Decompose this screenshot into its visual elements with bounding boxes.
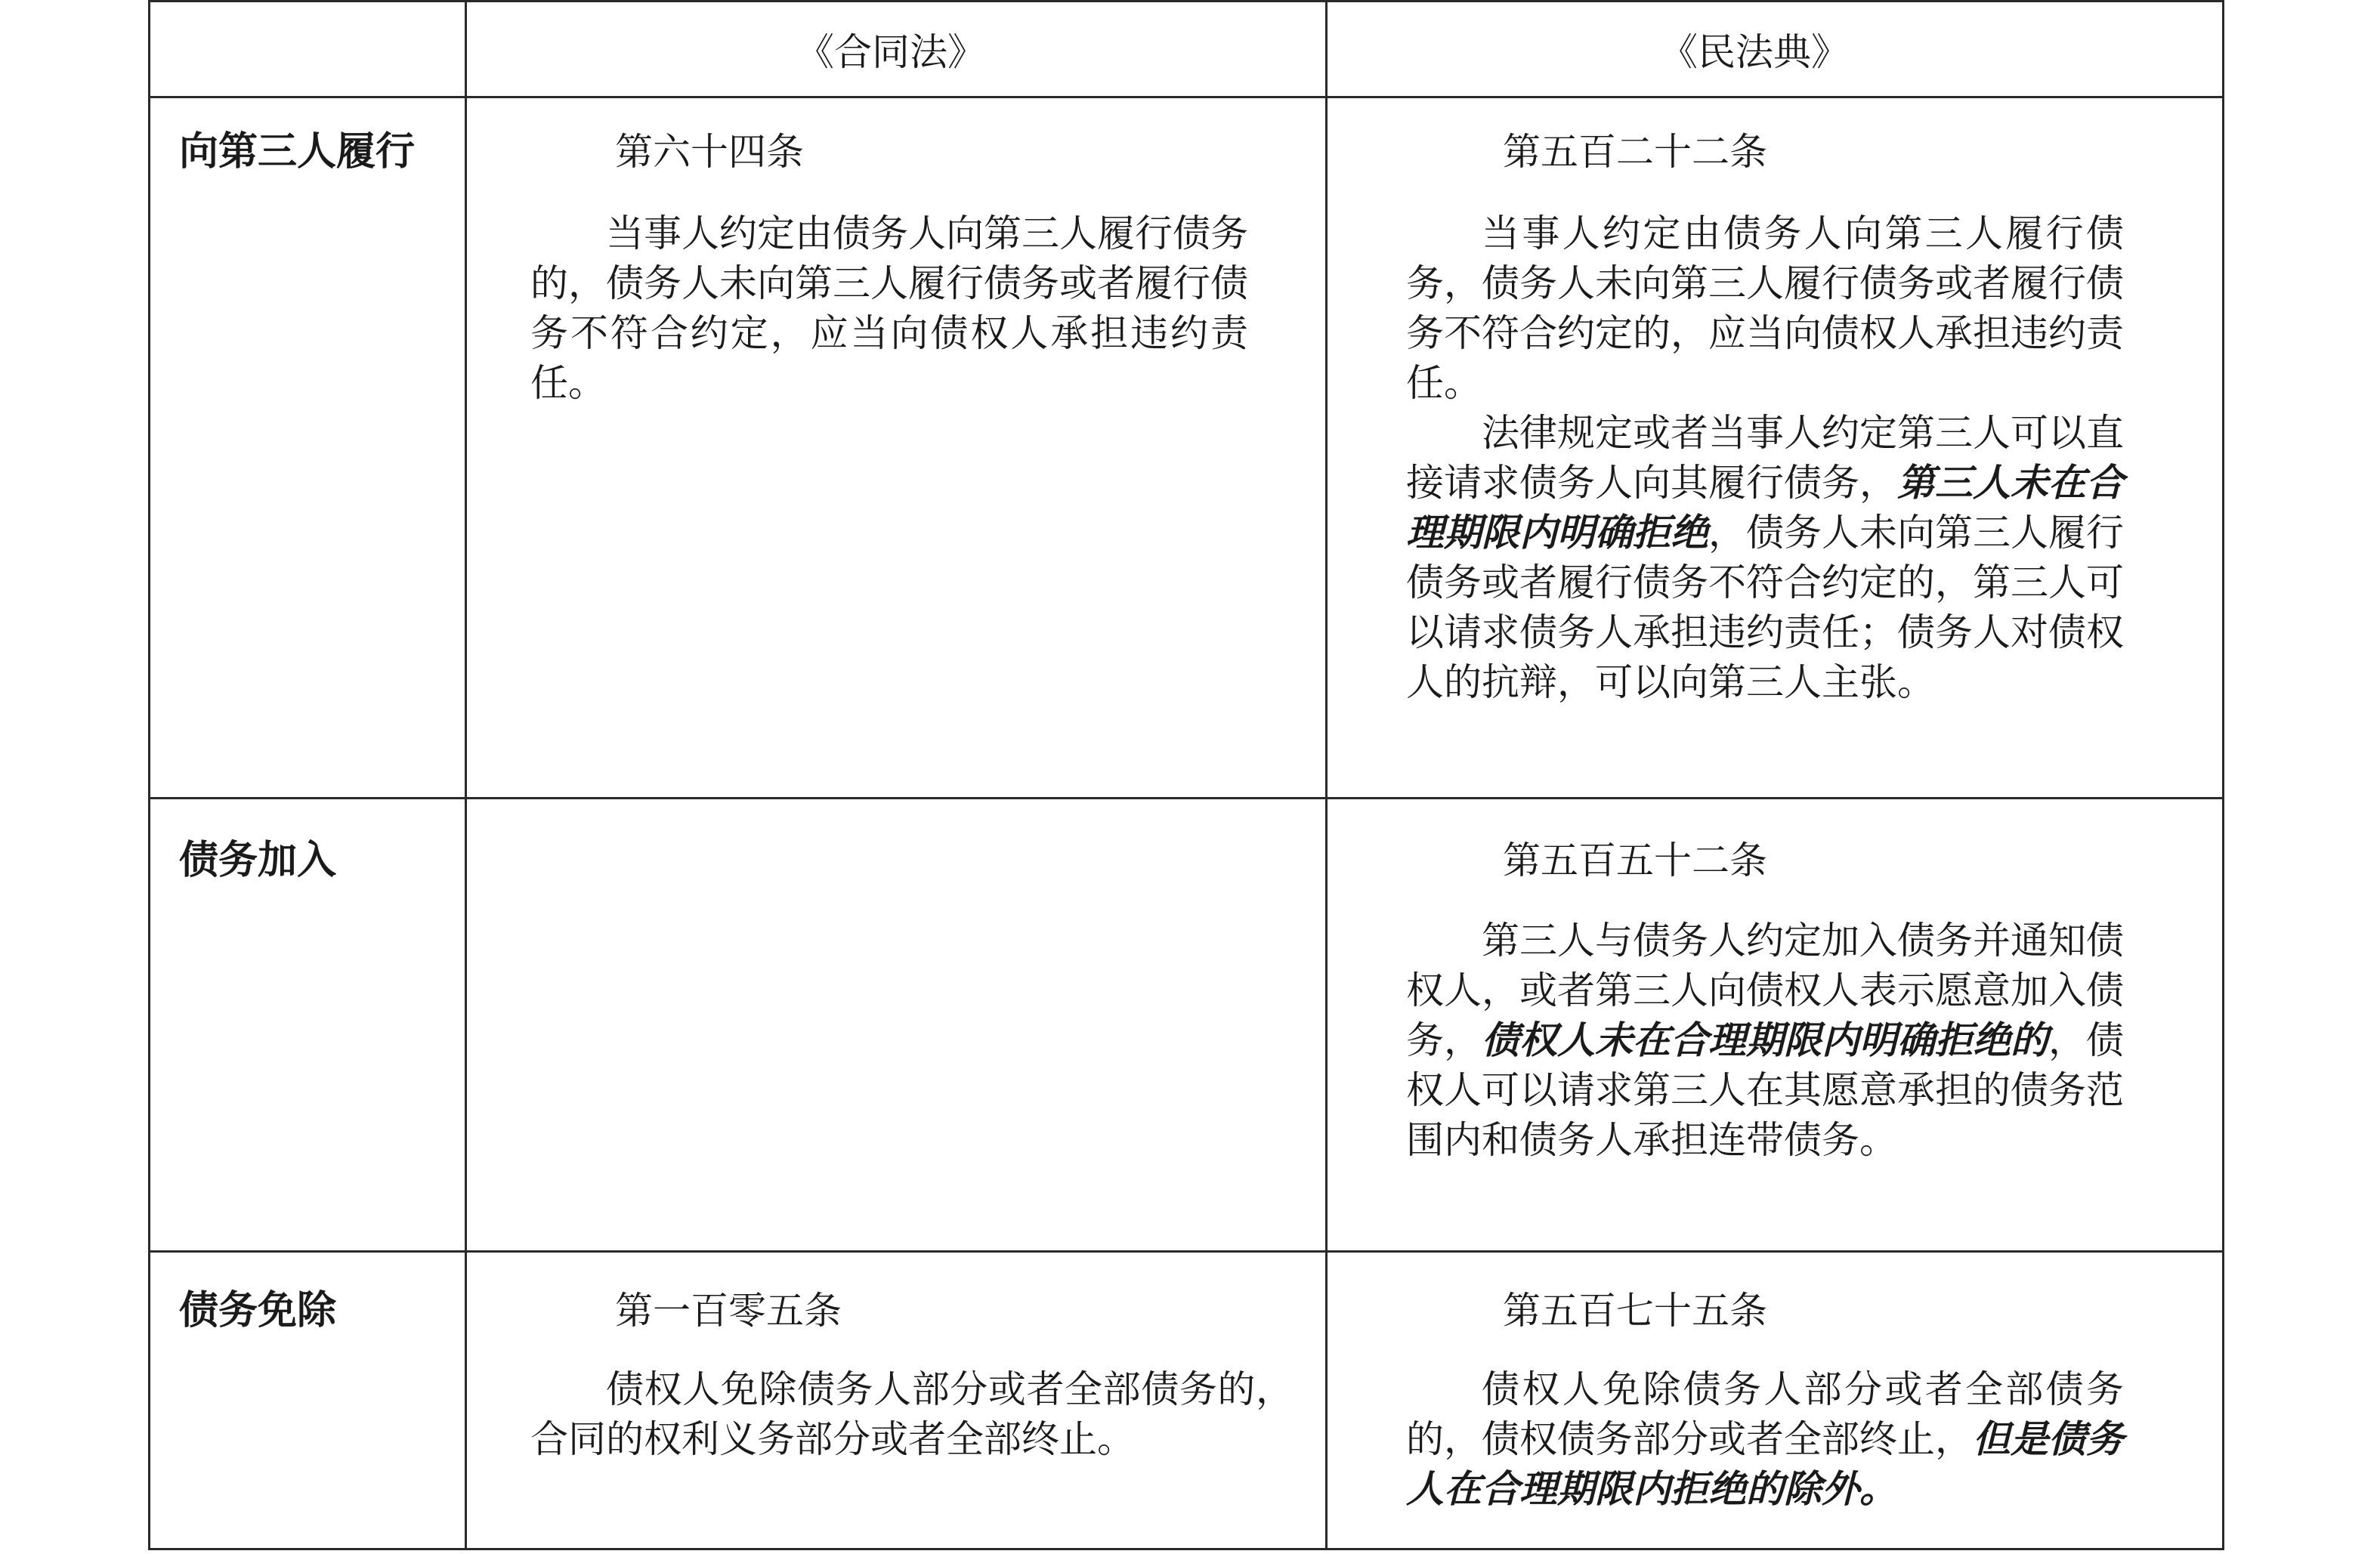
column-divider xyxy=(1325,0,1328,1548)
comparison-table xyxy=(148,0,2224,1550)
text-segment: ，债务人未向第三人履行债务或者履行债务不符合约定的，第三人可以请求债务人承担违约责任；债务人对债权人的抗辩，可以向第三人主张。 xyxy=(1406,511,2124,704)
row-topic: 向第三人履行 xyxy=(179,129,416,175)
emphasized-text: 但是债务人在合理期限内拒绝的除外。 xyxy=(1406,1417,2124,1511)
civil-code-text: 当事人约定由债务人向第三人履行债务，债务人未向第三人履行债务或者履行债务不符合约定的，应当向债权人承担违约责任。 xyxy=(1406,212,2124,405)
civil-code-text xyxy=(1406,916,2124,1165)
text-segment: 第三人与债务人约定加入债务并通知债权人，或者第三人向债权人表示愿意加入债务， xyxy=(1406,919,2124,1062)
contract-law-article: 第六十四条 xyxy=(615,130,804,174)
row-divider xyxy=(150,1250,2222,1253)
civil-code-article: 第五百五十二条 xyxy=(1503,839,1767,882)
contract-law-article: 第一百零五条 xyxy=(615,1289,842,1333)
civil-code-article: 第五百二十二条 xyxy=(1503,130,1767,174)
row-topic: 债务免除 xyxy=(179,1288,337,1333)
text-segment: 债权人免除债务人部分或者全部债务的，债权债务部分或者全部终止， xyxy=(1406,1367,2124,1461)
emphasized-text: 第三人未在合理期限内明确拒绝 xyxy=(1406,461,2124,555)
row-divider xyxy=(150,797,2222,799)
contract-law-text: 债权人免除债务人部分或者全部债务的，合同的权利义务部分或者全部终止。 xyxy=(530,1367,1294,1461)
text-segment: ，债权人可以请求第三人在其愿意承担的债务范围内和债务人承担连带债务。 xyxy=(1406,1018,2124,1162)
header-civil-code: 《民法典》 xyxy=(1660,30,1849,74)
contract-law-text: 当事人约定由债务人向第三人履行债务的，债务人未向第三人履行债务或者履行债务不符合约定，应当向债权人承担违约责任。 xyxy=(530,212,1248,405)
civil-code-text xyxy=(1406,1364,2124,1514)
row-divider xyxy=(150,96,2222,98)
column-divider xyxy=(465,0,467,1548)
row-divider xyxy=(150,0,2222,2)
civil-code-article: 第五百七十五条 xyxy=(1503,1289,1767,1333)
row-topic: 债务加入 xyxy=(179,838,337,883)
emphasized-text: 债权人未在合理期限内明确拒绝的 xyxy=(1482,1018,2048,1062)
text-segment: 法律规定或者当事人约定第三人可以直接请求债务人向其履行债务， xyxy=(1406,411,2124,505)
civil-code-text xyxy=(1406,408,2124,707)
header-contract-law: 《合同法》 xyxy=(796,30,985,74)
